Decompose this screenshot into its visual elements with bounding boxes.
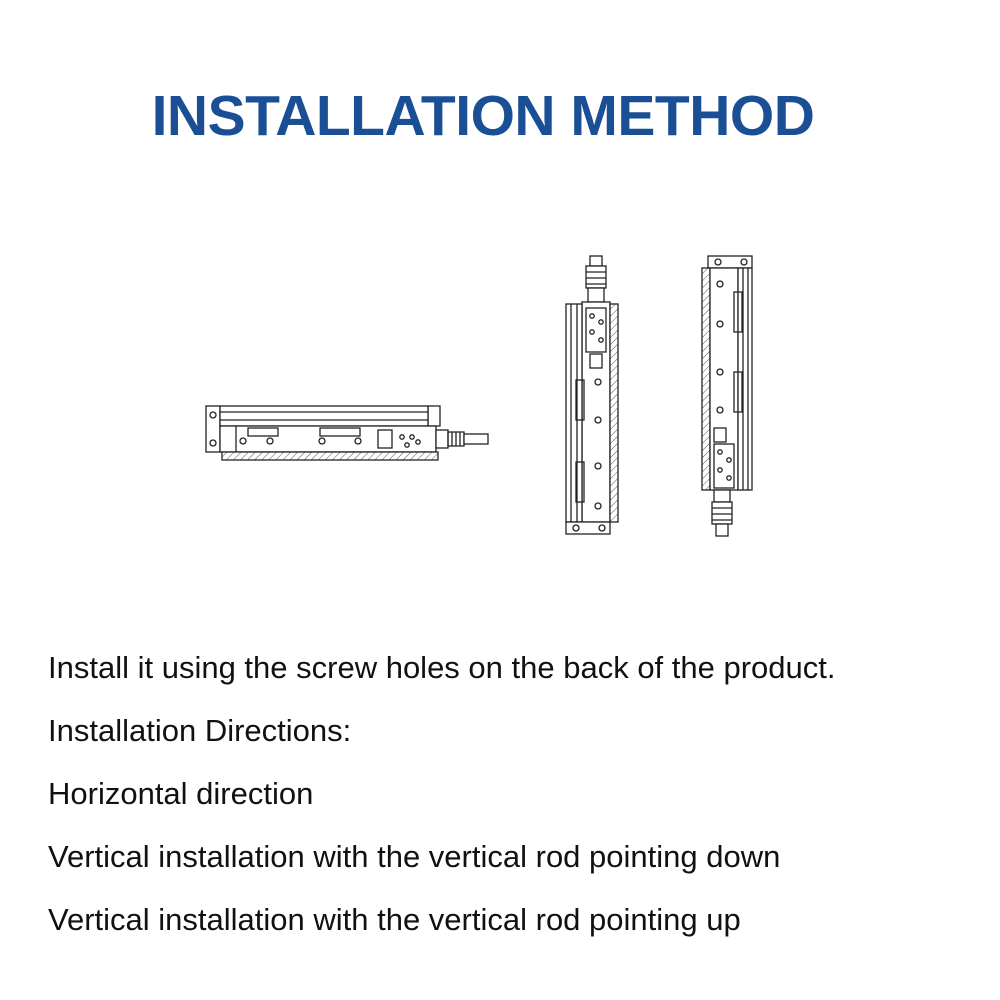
instruction-line: Vertical installation with the vertical rod pointing down bbox=[48, 839, 781, 874]
vertical-rod-up-diagram bbox=[566, 256, 618, 534]
page-title: INSTALLATION METHOD bbox=[151, 84, 815, 148]
instruction-line: Vertical installation with the vertical rod pointing up bbox=[48, 902, 741, 937]
instruction-line: Install it using the screw holes on the back of the product. bbox=[48, 650, 836, 685]
instruction-list bbox=[48, 636, 836, 951]
instruction-line: Horizontal direction bbox=[48, 776, 314, 811]
vertical-rod-down-diagram bbox=[702, 256, 752, 536]
horizontal-installation-diagram bbox=[206, 406, 488, 460]
instruction-line: Installation Directions: bbox=[48, 713, 352, 748]
